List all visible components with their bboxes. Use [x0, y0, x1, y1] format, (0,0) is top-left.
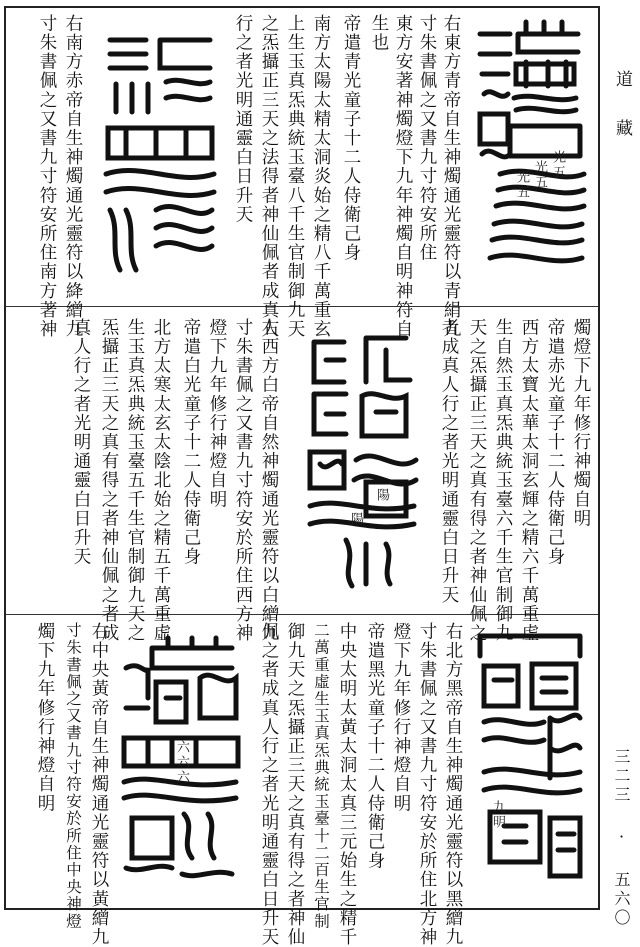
text-column: 者成真人行之者光明通靈白日升天: [439, 318, 459, 605]
text-column: 右北方黑帝自生神燭通光靈符以黑繒九: [443, 622, 463, 947]
south-talisman-image: [96, 20, 224, 282]
text-column: 右中央黃帝自生神燭通光靈符以黃繒九: [89, 622, 109, 947]
text-column: 帝遣黑光童子十二人侍衛己身: [365, 622, 385, 871]
text-column: 寸朱書佩之又書九寸符安所住南方著神: [37, 14, 57, 339]
text-column: 二萬重虛生玉真炁典統玉臺十二百生官制: [312, 622, 330, 930]
text-column: 南方太陽太精太洞炎始之精八千萬重玄: [311, 14, 331, 339]
text-column: 真人行之者光明通靈白日升天: [71, 318, 91, 567]
text-column: 右東方青帝自生神燭通光靈符以青絹九: [441, 14, 461, 339]
text-column: 右南方赤帝自生神燭通光靈符以絳繒九: [63, 14, 83, 339]
text-column: 生玉真炁典統玉臺五千生官制御九天之: [125, 318, 145, 643]
text-column: 北方太寒太玄太陰北始之精五千萬重虛: [151, 318, 171, 643]
talisman-glyph: 陽: [348, 512, 363, 527]
text-column: 燈下九年修行神燈自明: [391, 622, 411, 813]
text-column: 天之炁攝正三天之真有得之者神仙佩之: [467, 318, 487, 643]
text-column: 行之者光明通靈白日升天: [233, 14, 253, 225]
talisman-glyph: 六六六: [174, 740, 189, 785]
text-column: 燈下九年修行神燈自明: [207, 318, 227, 509]
text-column: 生也: [369, 14, 389, 53]
text-column: 東方安著神燭燈下九年神燭自明神符自: [393, 14, 413, 339]
text-column: 中央太明太黃太洞太真三元始生之精千: [337, 622, 357, 947]
north-talisman-image: [470, 622, 592, 892]
talisman-glyph: 九明: [490, 800, 505, 830]
talisman-glyph: 光五: [532, 160, 547, 190]
text-column: 御九天之炁攝正三天之真有得之者神仙: [285, 622, 305, 947]
text-column: 西方太寶太華太洞玄輝之精六千萬重虛: [519, 318, 539, 643]
west-talisman-image: [296, 320, 428, 590]
text-column: 上生玉真炁典統玉臺八千生官制御九天: [285, 14, 305, 339]
east-talisman-image: [470, 14, 588, 280]
page-number: 三二三 · 五六〇: [612, 748, 631, 928]
text-column: 燭燈下九年修行神燭自明: [571, 318, 591, 529]
text-column: 帝遣青光童子十二人侍衛己身: [341, 14, 361, 263]
text-column: 寸朱書佩之又書九寸符安於所住中央神燈: [64, 622, 82, 930]
text-column: 佩之者成真人行之者光明通靈白日升天: [259, 622, 279, 947]
talisman-glyph: 陽: [374, 488, 389, 503]
text-column: 寸朱書佩之又書九寸符安所住: [417, 14, 437, 263]
text-column: 寸朱書佩之又書九寸符安於所住西方神: [233, 318, 253, 643]
book-title: 道 藏: [612, 70, 632, 142]
text-column: 帝遣赤光童子十二人侍衛己身: [545, 318, 565, 567]
talisman-glyph: 光五: [514, 170, 529, 200]
text-column: 炁攝正三天之真有得之者神仙佩之者成: [99, 318, 119, 643]
text-column: 右西方白帝自然神燭通光靈符以白繒九: [259, 318, 279, 643]
text-column: 生自然玉真炁典統玉臺六千生官制御九: [493, 318, 513, 643]
text-column: 寸朱書佩之又書九寸符安於所住北方神: [417, 622, 437, 947]
text-column: 之炁攝正三天之法得者神仙佩者成真人: [259, 14, 279, 339]
text-column: 燭下九年修行神燈自明: [35, 622, 55, 813]
talisman-glyph: 光五: [550, 150, 565, 180]
text-column: 帝遣白光童子十二人侍衛己身: [181, 318, 201, 567]
